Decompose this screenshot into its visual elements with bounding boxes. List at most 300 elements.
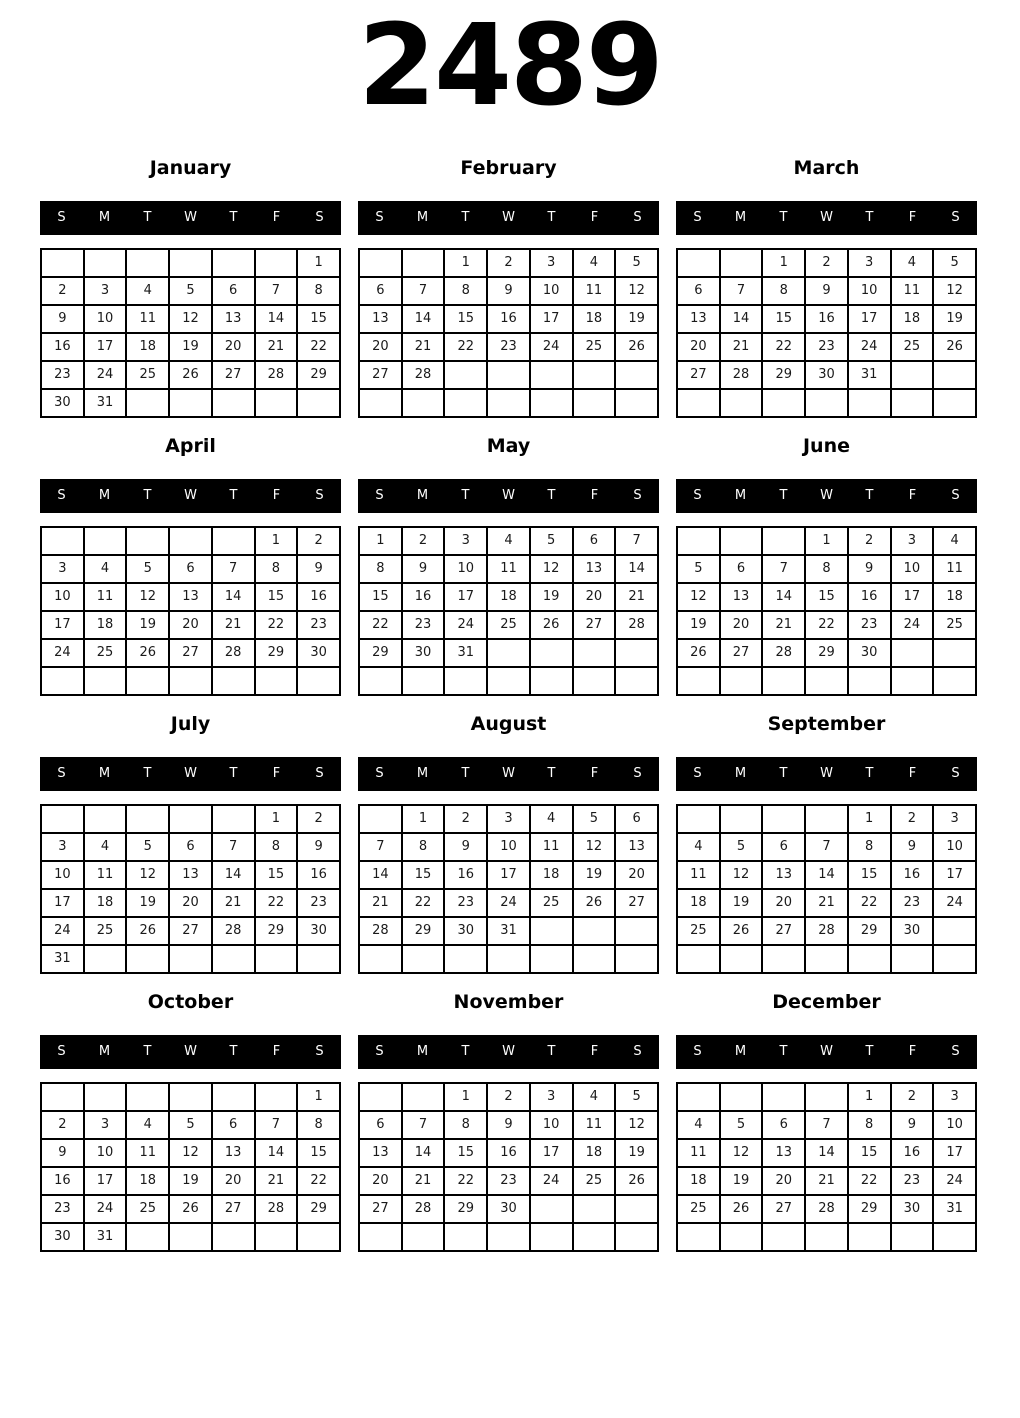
weekday-label: M: [416, 766, 429, 782]
weekday-label: S: [633, 210, 642, 226]
day-cell: 21: [402, 333, 445, 361]
week-row: [359, 249, 658, 277]
day-cell: 5: [126, 555, 169, 583]
weekday-label: M: [98, 766, 111, 782]
day-cell: 22: [762, 333, 805, 361]
week-row: [41, 1139, 340, 1167]
empty-day-cell: [891, 389, 934, 417]
empty-day-cell: [762, 667, 805, 695]
day-cell: 18: [84, 889, 127, 917]
day-cell: 28: [720, 361, 763, 389]
day-cell: 25: [677, 1195, 720, 1223]
day-cell: 26: [677, 639, 720, 667]
day-cell: 26: [530, 611, 573, 639]
day-cell: 9: [487, 277, 530, 305]
empty-day-cell: [573, 389, 616, 417]
day-cell: 10: [933, 1111, 976, 1139]
day-cell: 21: [720, 333, 763, 361]
empty-day-cell: [933, 361, 976, 389]
weekday-label: T: [461, 1044, 470, 1060]
day-cell: 7: [805, 833, 848, 861]
day-cell: 7: [255, 277, 298, 305]
weekday-label: T: [779, 766, 788, 782]
weekday-header: [358, 201, 659, 235]
day-cell: 30: [805, 361, 848, 389]
day-cell: 14: [805, 1139, 848, 1167]
day-cell: 4: [573, 1083, 616, 1111]
day-cell: 17: [41, 611, 84, 639]
day-cell: 12: [720, 1139, 763, 1167]
day-cell: 6: [762, 1111, 805, 1139]
weekday-label: F: [590, 488, 599, 504]
day-cell: 6: [359, 1111, 402, 1139]
day-cell: 2: [297, 527, 340, 555]
week-row: [359, 305, 658, 333]
day-cell: 13: [677, 305, 720, 333]
day-cell: 26: [126, 639, 169, 667]
empty-day-cell: [530, 945, 573, 973]
day-cell: 22: [444, 1167, 487, 1195]
empty-day-cell: [255, 945, 298, 973]
weekday-label: F: [590, 210, 599, 226]
empty-day-cell: [212, 389, 255, 417]
day-cell: 12: [573, 833, 616, 861]
day-cell: 6: [677, 277, 720, 305]
empty-day-cell: [573, 1223, 616, 1251]
day-cell: 3: [933, 805, 976, 833]
day-cell: 26: [615, 333, 658, 361]
day-cell: 5: [530, 527, 573, 555]
day-cell: 28: [402, 361, 445, 389]
day-cell: 13: [212, 305, 255, 333]
weekday-label: M: [98, 210, 111, 226]
day-cell: 30: [848, 639, 891, 667]
day-cell: 1: [359, 527, 402, 555]
month-title: May: [486, 434, 531, 457]
week-row: [677, 249, 976, 277]
empty-day-cell: [720, 389, 763, 417]
weekday-label: T: [229, 1044, 238, 1060]
day-cell: 16: [41, 333, 84, 361]
week-row: [41, 583, 340, 611]
day-cell: 22: [805, 611, 848, 639]
month-title: September: [767, 712, 886, 735]
day-cell: 25: [487, 611, 530, 639]
week-row: [359, 639, 658, 667]
day-cell: 13: [212, 1139, 255, 1167]
empty-day-cell: [297, 1223, 340, 1251]
month-march: [676, 157, 977, 418]
month-title: June: [802, 434, 850, 457]
day-cell: 25: [677, 917, 720, 945]
empty-day-cell: [933, 389, 976, 417]
empty-day-cell: [402, 1223, 445, 1251]
day-cell: 11: [126, 305, 169, 333]
day-cell: 29: [255, 639, 298, 667]
weekday-label: F: [272, 488, 281, 504]
empty-day-cell: [615, 361, 658, 389]
day-cell: 5: [720, 1111, 763, 1139]
day-cell: 2: [805, 249, 848, 277]
day-cell: 16: [297, 861, 340, 889]
empty-day-cell: [444, 945, 487, 973]
empty-day-cell: [677, 945, 720, 973]
day-cell: 1: [402, 805, 445, 833]
weekday-label: T: [143, 488, 152, 504]
day-cell: 30: [41, 389, 84, 417]
day-cell: 10: [848, 277, 891, 305]
day-cell: 2: [297, 805, 340, 833]
day-cell: 14: [762, 583, 805, 611]
empty-day-cell: [487, 639, 530, 667]
weekday-label: W: [502, 488, 515, 504]
day-cell: 13: [720, 583, 763, 611]
month-title: August: [470, 712, 547, 735]
week-row: [359, 527, 658, 555]
day-cell: 5: [169, 1111, 212, 1139]
empty-day-cell: [762, 1083, 805, 1111]
empty-day-cell: [444, 389, 487, 417]
weekday-label: S: [633, 1044, 642, 1060]
weekday-label: F: [272, 1044, 281, 1060]
weekday-label: S: [633, 488, 642, 504]
day-cell: 15: [297, 1139, 340, 1167]
empty-day-cell: [933, 945, 976, 973]
weekday-label: S: [951, 1044, 960, 1060]
empty-day-cell: [359, 1223, 402, 1251]
day-cell: 9: [848, 555, 891, 583]
day-cell: 14: [255, 305, 298, 333]
empty-day-cell: [891, 361, 934, 389]
weekday-label: T: [779, 210, 788, 226]
empty-day-cell: [762, 945, 805, 973]
day-cell: 6: [212, 1111, 255, 1139]
day-cell: 23: [297, 611, 340, 639]
day-cell: 7: [212, 555, 255, 583]
day-cell: 26: [720, 917, 763, 945]
day-cell: 11: [933, 555, 976, 583]
week-row: [677, 667, 976, 695]
month-july: [40, 713, 341, 974]
empty-day-cell: [41, 667, 84, 695]
day-cell: 3: [41, 833, 84, 861]
day-cell: 11: [487, 555, 530, 583]
week-row: [677, 805, 976, 833]
day-cell: 23: [487, 1167, 530, 1195]
days-grid: [40, 248, 341, 418]
day-cell: 20: [212, 333, 255, 361]
week-row: [359, 277, 658, 305]
day-cell: 9: [41, 305, 84, 333]
day-cell: 13: [359, 305, 402, 333]
day-cell: 10: [444, 555, 487, 583]
week-row: [359, 833, 658, 861]
day-cell: 17: [933, 1139, 976, 1167]
day-cell: 28: [805, 917, 848, 945]
day-cell: 3: [444, 527, 487, 555]
day-cell: 11: [530, 833, 573, 861]
empty-day-cell: [762, 389, 805, 417]
day-cell: 20: [677, 333, 720, 361]
day-cell: 18: [933, 583, 976, 611]
day-cell: 18: [530, 861, 573, 889]
empty-day-cell: [848, 945, 891, 973]
day-cell: 28: [402, 1195, 445, 1223]
day-cell: 18: [573, 1139, 616, 1167]
day-cell: 16: [297, 583, 340, 611]
empty-day-cell: [297, 389, 340, 417]
day-cell: 11: [84, 861, 127, 889]
day-cell: 6: [169, 555, 212, 583]
empty-day-cell: [530, 1195, 573, 1223]
empty-day-cell: [126, 527, 169, 555]
day-cell: 31: [84, 1223, 127, 1251]
day-cell: 31: [84, 389, 127, 417]
day-cell: 6: [359, 277, 402, 305]
day-cell: 23: [805, 333, 848, 361]
week-row: [41, 861, 340, 889]
day-cell: 20: [720, 611, 763, 639]
weekday-label: T: [229, 210, 238, 226]
day-cell: 10: [530, 277, 573, 305]
day-cell: 4: [933, 527, 976, 555]
day-cell: 29: [297, 1195, 340, 1223]
empty-day-cell: [212, 1223, 255, 1251]
day-cell: 4: [126, 277, 169, 305]
weekday-header: [358, 479, 659, 513]
weekday-header: [676, 1035, 977, 1069]
day-cell: 4: [573, 249, 616, 277]
day-cell: 1: [444, 249, 487, 277]
day-cell: 23: [848, 611, 891, 639]
empty-day-cell: [487, 945, 530, 973]
day-cell: 19: [615, 305, 658, 333]
week-row: [677, 333, 976, 361]
day-cell: 14: [212, 861, 255, 889]
month-title: October: [147, 990, 234, 1013]
empty-day-cell: [805, 805, 848, 833]
empty-day-cell: [720, 249, 763, 277]
day-cell: 13: [573, 555, 616, 583]
weekday-label: F: [590, 1044, 599, 1060]
week-row: [359, 917, 658, 945]
day-cell: 7: [402, 1111, 445, 1139]
empty-day-cell: [805, 667, 848, 695]
week-row: [41, 639, 340, 667]
day-cell: 25: [573, 1167, 616, 1195]
day-cell: 17: [848, 305, 891, 333]
weekday-label: W: [820, 210, 833, 226]
day-cell: 5: [933, 249, 976, 277]
day-cell: 19: [720, 1167, 763, 1195]
day-cell: 17: [84, 1167, 127, 1195]
day-cell: 14: [212, 583, 255, 611]
day-cell: 3: [41, 555, 84, 583]
day-cell: 28: [762, 639, 805, 667]
empty-day-cell: [126, 945, 169, 973]
day-cell: 5: [169, 277, 212, 305]
weekday-label: S: [315, 1044, 324, 1060]
day-cell: 14: [615, 555, 658, 583]
day-cell: 9: [444, 833, 487, 861]
day-cell: 19: [126, 611, 169, 639]
day-cell: 11: [126, 1139, 169, 1167]
day-cell: 13: [169, 583, 212, 611]
day-cell: 17: [487, 861, 530, 889]
day-cell: 10: [487, 833, 530, 861]
week-row: [359, 555, 658, 583]
empty-day-cell: [891, 667, 934, 695]
day-cell: 8: [255, 555, 298, 583]
empty-day-cell: [677, 389, 720, 417]
week-row: [359, 861, 658, 889]
day-cell: 18: [487, 583, 530, 611]
day-cell: 5: [573, 805, 616, 833]
weekday-label: S: [951, 766, 960, 782]
empty-day-cell: [212, 527, 255, 555]
day-cell: 28: [255, 361, 298, 389]
week-row: [677, 945, 976, 973]
day-cell: 14: [255, 1139, 298, 1167]
day-cell: 19: [615, 1139, 658, 1167]
day-cell: 1: [848, 1083, 891, 1111]
day-cell: 2: [487, 1083, 530, 1111]
weekday-label: M: [98, 488, 111, 504]
empty-day-cell: [720, 667, 763, 695]
days-grid: [676, 248, 977, 418]
day-cell: 27: [359, 1195, 402, 1223]
empty-day-cell: [677, 527, 720, 555]
day-cell: 8: [848, 1111, 891, 1139]
day-cell: 31: [848, 361, 891, 389]
day-cell: 13: [359, 1139, 402, 1167]
day-cell: 6: [762, 833, 805, 861]
day-cell: 23: [891, 1167, 934, 1195]
day-cell: 30: [402, 639, 445, 667]
day-cell: 11: [677, 861, 720, 889]
month-june: [676, 435, 977, 696]
day-cell: 20: [359, 1167, 402, 1195]
day-cell: 29: [762, 361, 805, 389]
day-cell: 9: [891, 1111, 934, 1139]
day-cell: 12: [169, 305, 212, 333]
day-cell: 9: [891, 833, 934, 861]
days-grid: [676, 1082, 977, 1252]
empty-day-cell: [615, 639, 658, 667]
day-cell: 16: [402, 583, 445, 611]
weekday-header: [40, 201, 341, 235]
day-cell: 31: [487, 917, 530, 945]
day-cell: 24: [933, 1167, 976, 1195]
week-row: [677, 917, 976, 945]
days-grid: [676, 804, 977, 974]
empty-day-cell: [297, 945, 340, 973]
weekday-label: W: [502, 210, 515, 226]
day-cell: 16: [805, 305, 848, 333]
day-cell: 26: [126, 917, 169, 945]
day-cell: 24: [84, 361, 127, 389]
day-cell: 30: [297, 639, 340, 667]
day-cell: 15: [762, 305, 805, 333]
month-february: [358, 157, 659, 418]
day-cell: 22: [402, 889, 445, 917]
day-cell: 3: [891, 527, 934, 555]
week-row: [41, 277, 340, 305]
weekday-label: T: [461, 488, 470, 504]
day-cell: 22: [297, 333, 340, 361]
day-cell: 26: [169, 1195, 212, 1223]
day-cell: 30: [487, 1195, 530, 1223]
day-cell: 27: [359, 361, 402, 389]
day-cell: 24: [41, 639, 84, 667]
day-cell: 23: [41, 361, 84, 389]
weekday-label: T: [547, 210, 556, 226]
day-cell: 21: [805, 889, 848, 917]
month-title: July: [170, 712, 211, 735]
day-cell: 25: [84, 917, 127, 945]
day-cell: 27: [762, 917, 805, 945]
empty-day-cell: [573, 917, 616, 945]
day-cell: 30: [891, 917, 934, 945]
empty-day-cell: [402, 945, 445, 973]
weekday-label: T: [547, 766, 556, 782]
week-row: [41, 1167, 340, 1195]
week-row: [677, 1223, 976, 1251]
month-title: March: [793, 156, 860, 179]
day-cell: 5: [720, 833, 763, 861]
day-cell: 16: [487, 305, 530, 333]
day-cell: 17: [530, 1139, 573, 1167]
day-cell: 9: [402, 555, 445, 583]
day-cell: 29: [848, 917, 891, 945]
day-cell: 3: [530, 249, 573, 277]
weekday-label: W: [184, 488, 197, 504]
week-row: [677, 1083, 976, 1111]
empty-day-cell: [41, 805, 84, 833]
day-cell: 19: [677, 611, 720, 639]
day-cell: 17: [41, 889, 84, 917]
day-cell: 29: [402, 917, 445, 945]
empty-day-cell: [84, 805, 127, 833]
day-cell: 7: [720, 277, 763, 305]
day-cell: 8: [848, 833, 891, 861]
day-cell: 12: [677, 583, 720, 611]
day-cell: 13: [762, 861, 805, 889]
weekday-label: T: [865, 210, 874, 226]
weekday-label: W: [184, 210, 197, 226]
weekday-label: S: [951, 210, 960, 226]
day-cell: 9: [297, 555, 340, 583]
day-cell: 25: [530, 889, 573, 917]
week-row: [41, 1223, 340, 1251]
weekday-label: S: [57, 488, 66, 504]
day-cell: 3: [487, 805, 530, 833]
day-cell: 5: [615, 249, 658, 277]
day-cell: 30: [891, 1195, 934, 1223]
empty-day-cell: [573, 361, 616, 389]
weekday-label: T: [143, 766, 152, 782]
day-cell: 21: [762, 611, 805, 639]
weekday-label: F: [908, 488, 917, 504]
month-august: [358, 713, 659, 974]
day-cell: 15: [444, 1139, 487, 1167]
day-cell: 12: [126, 583, 169, 611]
day-cell: 20: [762, 889, 805, 917]
day-cell: 14: [359, 861, 402, 889]
empty-day-cell: [891, 1223, 934, 1251]
day-cell: 3: [84, 1111, 127, 1139]
day-cell: 19: [573, 861, 616, 889]
